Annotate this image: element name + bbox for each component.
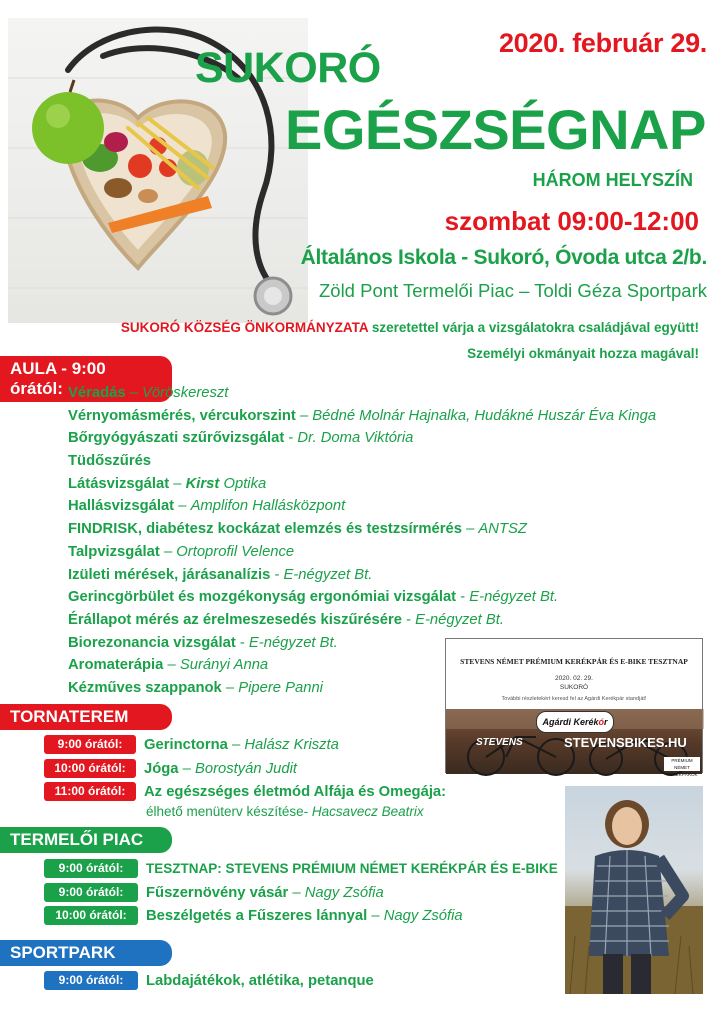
schedule-row: 9:00 órától: TESZTNAP: STEVENS PRÉMIUM NÉMET KERÉKPÁR ÉS E-BIKE	[44, 859, 558, 879]
section-header-tornaterem: TORNATEREM	[0, 704, 172, 730]
event-time: szombat 09:00-12:00	[444, 206, 699, 236]
time-badge: 11:00 órától:	[44, 782, 136, 801]
time-badge: 9:00 órától:	[44, 735, 136, 754]
time-badge: 9:00 órától:	[44, 859, 138, 878]
list-item: Vérnyomásmérés, vércukorszint – Bédné Molnár Hajnalka, Hudákné Huszár Éva Kinga	[68, 407, 657, 424]
list-item: Látásvizsgálat – Kirst Optika	[68, 475, 267, 492]
main-location: Általános Iskola - Sukoró, Óvoda utca 2/b.	[300, 246, 707, 269]
three-locations-label: HÁROM HELYSZÍN	[532, 170, 693, 190]
schedule-row: 10:00 órától: Beszélgetés a Fűszeres lánnyal – Nagy Zsófia	[44, 906, 463, 926]
list-item: Véradás – Vöröskereszt	[68, 385, 229, 401]
woman-portrait-icon	[565, 786, 703, 994]
apple-icon	[32, 92, 104, 164]
ad-title: STEVENS NÉMET PRÉMIUM KERÉKPÁR ÉS E-BIKE TESZTNAP	[460, 657, 688, 666]
list-item: Érállapot mérés az érelmeszesedés kiszűrésére - E-négyzet Bt.	[68, 611, 504, 628]
portrait-photo	[565, 786, 703, 994]
premium-badge: PRÉMIUM NÉMET KERÉKPÁROK	[664, 757, 700, 771]
other-locations: Zöld Pont Termelői Piac – Toldi Géza Sportpark	[318, 280, 707, 301]
section-header-termeloi-piac: TERMELŐI PIAC	[0, 827, 172, 853]
documents-note: Személyi okmányait hozza magával!	[467, 346, 699, 361]
section-header-aula: AULA - 9:00 órától:	[0, 356, 172, 402]
section-header-sportpark: SPORTPARK	[0, 940, 172, 966]
list-item: Talpvizsgálat – Ortoprofil Velence	[68, 543, 295, 560]
list-item: Tüdőszűrés	[68, 453, 152, 470]
stevens-brand: STEVENS	[476, 737, 523, 748]
time-badge: 10:00 órától:	[44, 906, 138, 925]
ad-date: 2020. 02. 29.	[555, 675, 593, 682]
schedule-row: 9:00 órától: Gerinctorna – Halász Kriszta	[44, 735, 339, 755]
time-badge: 10:00 órától:	[44, 759, 136, 778]
list-item: Bőrgyógyászati szűrővizsgálat - Dr. Doma Viktória	[68, 430, 414, 447]
time-badge: 9:00 órától:	[44, 971, 138, 990]
invitation-organizer: SUKORÓ KÖZSÉG ÖNKORMÁNYZATA	[120, 320, 369, 335]
stevens-ebike-ad	[445, 638, 703, 777]
ad-place: SUKORÓ	[559, 684, 589, 691]
list-item: Izületi mérések, járásanalízis - E-négyzet Bt.	[68, 566, 373, 583]
title-village: SUKORÓ	[195, 44, 381, 92]
invitation-text	[121, 320, 699, 335]
list-item: Gerincgörbület és mozgékonyság ergonómiai vizsgálat - E-négyzet Bt.	[68, 589, 559, 606]
schedule-row: 9:00 órától: Fűszernövény vásár – Nagy Zsófia	[44, 883, 384, 903]
agardi-kerekpar-logo: Agárdi Kerékór	[536, 711, 614, 733]
schedule-row: 10:00 órától: Jóga – Borostyán Judit	[44, 759, 297, 779]
invitation-rest: szeretettel várja a vizsgálatokra családjával együtt!	[368, 320, 699, 335]
list-item: Kézműves szappanok – Pipere Panni	[68, 679, 323, 696]
schedule-row: 11:00 órától: Az egészséges életmód Alfája és Omegája:	[44, 782, 446, 802]
ad-note: További részletekért keresd fel az Agárdi Kerékpár standját!	[501, 696, 647, 702]
list-item: Hallásvizsgálat – Amplifon Hallásközpont	[68, 498, 346, 515]
time-badge: 9:00 órától:	[44, 883, 138, 902]
schedule-subline: élhető menüterv készítése- Hacsavecz Beatrix	[146, 804, 424, 819]
event-date: 2020. február 29.	[498, 28, 707, 58]
schedule-row: 9:00 órától: Labdajátékok, atlétika, petanque	[44, 971, 374, 991]
list-item: Aromaterápia – Surányi Anna	[68, 657, 269, 674]
list-item: Biorezonancia vizsgálat - E-négyzet Bt.	[68, 634, 338, 651]
title-health-day: EGÉSZSÉGNAP	[285, 98, 706, 161]
stevens-url: STEVENSBIKES.HU	[564, 735, 687, 750]
list-item: FINDRISK, diabétesz kockázat elemzés és testzsírmérés – ANTSZ	[68, 521, 527, 538]
